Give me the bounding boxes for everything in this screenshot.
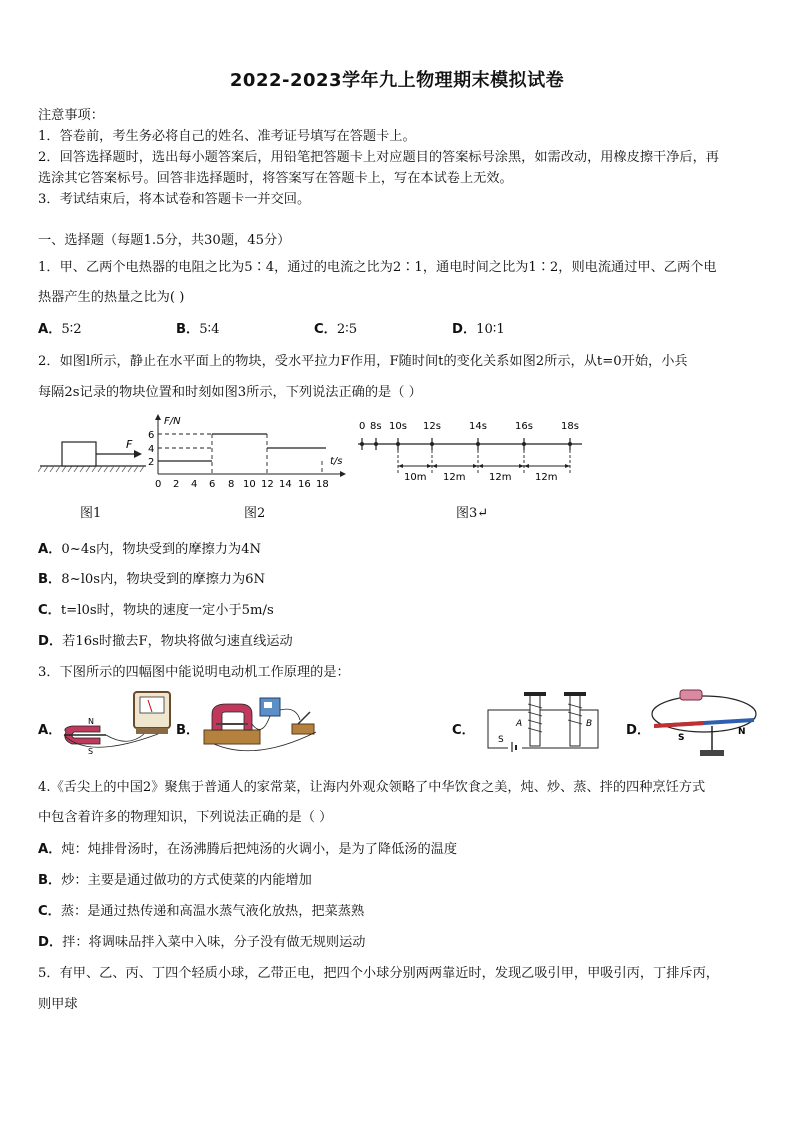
option-key: D．: [452, 322, 477, 337]
fig2-ylabel: F/N: [164, 416, 181, 427]
fig3-caption: 图3↵: [456, 506, 489, 521]
q1-option-c[interactable]: [314, 320, 357, 340]
label-b: B: [586, 719, 593, 729]
option-text: 0~4s内，物块受到的摩擦力为4N: [61, 542, 261, 557]
fig2-xtick: 8: [228, 479, 235, 490]
fig3-distance: 12m: [443, 472, 466, 483]
option-text: 10∶1: [476, 322, 505, 337]
fig2-xtick: 2: [173, 479, 180, 490]
notice-heading: 注意事项：: [38, 108, 104, 123]
option-key: C．: [314, 322, 337, 337]
option-text: 8~l0s内，物块受到的摩擦力为6N: [61, 572, 266, 587]
notice-item-2-cont: 选涂其它答案标号。回答非选择题时，将答案写在答题卡上，写在本试卷上无效。: [38, 171, 513, 186]
q1-stem-line2: 热器产生的热量之比为( ): [38, 290, 185, 305]
q4-option-c[interactable]: [38, 902, 766, 922]
q4-stem-line2: 中包含着许多的物理知识，下列说法正确的是（ ）: [38, 810, 333, 825]
notice-item-1: 1．答卷前，考生务必将自己的姓名、准考证号填写在答题卡上。: [38, 129, 416, 144]
fig2-xtick: 6: [209, 479, 216, 490]
option-key: D．: [38, 634, 63, 649]
q4-stem-line1: 4.《舌尖上的中国2》聚焦于普通人的家常菜，让海内外观众领略了中华饮食之美，炖、炒、蒸、拌的四种烹饪方式: [38, 780, 706, 795]
q3-stem: 3．下图所示的四幅图中能说明电动机工作原理的是：: [38, 665, 350, 680]
q3-figure-a: [58, 688, 178, 760]
q4-option-d[interactable]: [38, 933, 766, 953]
option-text: 5∶4: [199, 322, 220, 337]
fig2-caption: 图2: [244, 506, 266, 521]
fig2-ytick: 6: [148, 430, 155, 441]
q3-option-c[interactable]: [452, 721, 475, 741]
q2-figure-3: [350, 416, 590, 486]
q2-figure-2: [140, 412, 350, 492]
fig2-xtick: 18: [316, 479, 329, 490]
q4-option-a[interactable]: [38, 840, 766, 860]
fig3-time: 0: [359, 421, 366, 432]
q4-option-b[interactable]: [38, 871, 766, 891]
option-text: 2∶5: [336, 322, 358, 337]
fig3-time: 12s: [423, 421, 441, 432]
notice-item-2: 2．回答选择题时，选出每小题答案后，用铅笔把答题卡上对应题目的答案标号涂黑，如需改动，用橡皮擦干净后，再: [38, 150, 719, 165]
option-key: D．: [626, 723, 651, 738]
fig3-time: 16s: [515, 421, 533, 432]
force-label: F: [126, 438, 133, 451]
fig1-caption: 图1: [80, 506, 102, 521]
q2-option-d[interactable]: [38, 632, 766, 652]
option-key: A．: [38, 842, 62, 857]
q2-stem-line1: 2．如图l所示，静止在水平面上的物块，受水平拉力F作用，F随时间t的变化关系如图2所示，从t=0开始，小兵: [38, 354, 688, 369]
q3-figure-b: [196, 690, 326, 762]
fig2-xtick: 12: [261, 479, 274, 490]
compass-n-label: N: [738, 727, 746, 737]
q1-stem-line1: 1．甲、乙两个电热器的电阻之比为5∶4，通过的电流之比为2∶1，通电时间之比为1∶2，则电流通过甲、乙两个电: [38, 260, 717, 275]
q2-option-a[interactable]: [38, 540, 766, 560]
notice-item-3: 3．考试结束后，将本试卷和答题卡一并交回。: [38, 192, 311, 207]
fig3-distance: 12m: [535, 472, 558, 483]
option-key: B．: [176, 322, 200, 337]
option-text: 炒：主要是通过做功的方式使菜的内能增加: [61, 873, 312, 888]
q3-figure-c: [480, 690, 610, 756]
fig2-xlabel: t/s: [330, 456, 343, 467]
q2-option-c[interactable]: [38, 601, 766, 621]
q5-stem-line2: 则甲球: [38, 997, 78, 1012]
fig3-distance: 10m: [404, 472, 427, 483]
option-key: A．: [38, 322, 62, 337]
q5-stem-line1: 5．有甲、乙、丙、丁四个轻质小球，乙带正电，把四个小球分别两两靠近时，发现乙吸引甲，甲吸引丙，丁排斥丙，: [38, 966, 719, 981]
q1-option-d[interactable]: [452, 320, 505, 340]
fig2-xtick: 16: [298, 479, 311, 490]
q2-stem-line2: 每隔2s记录的物块位置和时刻如图3所示，下列说法正确的是（ ）: [38, 385, 422, 400]
magnet-n-label: N: [88, 717, 94, 726]
option-key: B．: [176, 723, 200, 738]
fig2-xtick: 4: [191, 479, 198, 490]
fig2-ytick: 4: [148, 444, 155, 455]
fig2-xtick: 10: [243, 479, 256, 490]
compass-s-label: S: [678, 733, 685, 743]
fig2-xtick: 14: [279, 479, 292, 490]
fig3-distance: 12m: [489, 472, 512, 483]
q1-option-b[interactable]: [176, 320, 219, 340]
option-key: C．: [452, 723, 475, 738]
option-key: A．: [38, 723, 62, 738]
option-key: B．: [38, 572, 62, 587]
option-key: C．: [38, 904, 61, 919]
option-text: 炖：炖排骨汤时，在汤沸腾后把炖汤的火调小，是为了降低汤的温度: [61, 842, 458, 857]
option-text: 拌：将调味品拌入菜中入味，分子没有做无规则运动: [62, 935, 366, 950]
option-key: C．: [38, 603, 61, 618]
option-key: A．: [38, 542, 62, 557]
q1-option-a[interactable]: [38, 320, 82, 340]
switch-label: S: [498, 735, 504, 745]
option-text: 若16s时撤去F，物块将做匀速直线运动: [62, 634, 293, 649]
option-key: B．: [38, 873, 62, 888]
q2-option-b[interactable]: [38, 570, 766, 590]
page-title: 2022-2023学年九上物理期末模拟试卷: [229, 70, 565, 91]
section-heading: 一、选择题（每题1.5分，共30题，45分）: [38, 233, 291, 248]
fig3-time: 8s: [370, 421, 382, 432]
q3-figure-d: [646, 684, 766, 760]
fig2-ytick: 2: [148, 457, 155, 468]
fig3-time: 14s: [469, 421, 487, 432]
q2-figure-1: [38, 430, 148, 475]
fig3-time: 18s: [561, 421, 579, 432]
option-text: t=l0s时，物块的速度一定小于5m/s: [60, 603, 274, 618]
label-a: A: [516, 719, 523, 729]
magnet-s-label: S: [88, 747, 94, 756]
fig2-xtick: 0: [155, 479, 162, 490]
fig3-time: 10s: [389, 421, 407, 432]
option-text: 蒸：是通过热传递和高温水蒸气液化放热，把菜蒸熟: [60, 904, 365, 919]
option-key: D．: [38, 935, 63, 950]
option-text: 5∶2: [61, 322, 82, 337]
